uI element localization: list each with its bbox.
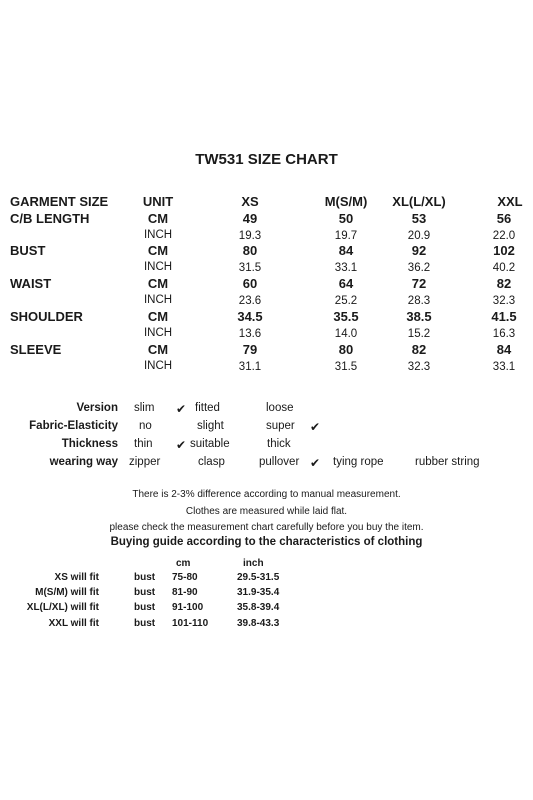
inch-value: 33.1: [334, 262, 358, 274]
cm-value: 80: [338, 342, 354, 357]
guide-size: XS will fit: [54, 572, 99, 583]
inch-value: 31.1: [238, 361, 262, 373]
cm-value: 64: [338, 276, 354, 291]
chart-title: TW531 SIZE CHART: [195, 151, 338, 168]
feature-option: loose: [266, 402, 294, 414]
inch-value: 14.0: [334, 328, 358, 340]
measurement-note: please check the measurement chart carefully before you buy the item.: [109, 522, 424, 533]
inch-value: 40.2: [492, 262, 516, 274]
feature-label: Version: [76, 402, 118, 414]
column-header: GARMENT SIZE: [10, 194, 109, 209]
cm-value: 80: [242, 243, 258, 258]
inch-value: 20.9: [407, 230, 431, 242]
check-icon: ✔: [176, 438, 187, 452]
inch-value: 31.5: [238, 262, 262, 274]
guide-cm: 91-100: [172, 602, 204, 613]
feature-option: rubber string: [415, 456, 480, 468]
inch-value: 36.2: [407, 262, 431, 274]
cm-value: 84: [496, 342, 512, 357]
column-header: XS: [241, 194, 259, 209]
cm-value: 34.5: [237, 309, 263, 324]
measurement-note: Clothes are measured while laid flat.: [185, 506, 348, 517]
cm-value: 92: [411, 243, 427, 258]
cm-value: 84: [338, 243, 354, 258]
guide-inch: 39.8-43.3: [237, 618, 280, 629]
guide-cm: 101-110: [172, 618, 209, 629]
guide-cm: 75-80: [172, 572, 198, 583]
feature-label: wearing way: [49, 456, 118, 468]
column-header: XL(L/XL): [392, 194, 446, 209]
row-label: BUST: [10, 243, 46, 258]
cm-value: 82: [496, 276, 512, 291]
inch-value: 32.3: [492, 295, 516, 307]
guide-size: XXL will fit: [48, 618, 99, 629]
inch-value: 25.2: [334, 295, 358, 307]
guide-part: bust: [134, 602, 156, 613]
feature-option: zipper: [129, 456, 161, 468]
row-label: SLEEVE: [10, 342, 62, 357]
cm-value: 79: [242, 342, 258, 357]
cm-value: 56: [496, 211, 512, 226]
feature-label: Thickness: [61, 438, 118, 450]
guide-title: Buying guide according to the characteristics of clothing: [110, 536, 423, 548]
feature-option: thick: [267, 438, 291, 450]
feature-option: thin: [134, 438, 153, 450]
guide-inch: 29.5-31.5: [237, 572, 280, 583]
column-header: XXL: [497, 194, 523, 209]
inch-value: 15.2: [407, 328, 431, 340]
inch-value: 13.6: [238, 328, 262, 340]
unit-inch: INCH: [143, 229, 173, 241]
feature-option: suitable: [190, 438, 230, 450]
inch-value: 23.6: [238, 295, 262, 307]
unit-inch: INCH: [143, 360, 173, 372]
guide-size: XL(L/XL) will fit: [26, 602, 99, 613]
guide-col-inch: inch: [243, 558, 264, 569]
inch-value: 22.0: [492, 230, 516, 242]
check-icon: ✔: [176, 402, 187, 416]
cm-value: 60: [242, 276, 258, 291]
feature-option: clasp: [198, 456, 225, 468]
inch-value: 31.5: [334, 361, 358, 373]
guide-cm: 81-90: [172, 587, 198, 598]
cm-value: 102: [493, 243, 515, 258]
guide-inch: 31.9-35.4: [237, 587, 280, 598]
check-icon: ✔: [310, 456, 321, 470]
guide-part: bust: [134, 587, 156, 598]
feature-option: pullover: [259, 456, 300, 468]
inch-value: 33.1: [492, 361, 516, 373]
feature-option: super: [266, 420, 295, 432]
guide-size: M(S/M) will fit: [35, 587, 99, 598]
guide-part: bust: [134, 618, 156, 629]
cm-value: 41.5: [491, 309, 517, 324]
unit-cm: CM: [147, 342, 169, 357]
row-label: SHOULDER: [10, 309, 83, 324]
cm-value: 53: [411, 211, 427, 226]
guide-part: bust: [134, 572, 156, 583]
cm-value: 82: [411, 342, 427, 357]
check-icon: ✔: [310, 420, 321, 434]
feature-label: Fabric-Elasticity: [29, 420, 118, 432]
cm-value: 38.5: [406, 309, 432, 324]
unit-inch: INCH: [143, 327, 173, 339]
unit-cm: CM: [147, 211, 169, 226]
unit-inch: INCH: [143, 294, 173, 306]
cm-value: 50: [338, 211, 354, 226]
inch-value: 16.3: [492, 328, 516, 340]
feature-option: slim: [134, 402, 155, 414]
guide-col-cm: cm: [176, 558, 191, 569]
feature-option: no: [139, 420, 152, 432]
unit-inch: INCH: [143, 261, 173, 273]
guide-inch: 35.8-39.4: [237, 602, 280, 613]
column-header: UNIT: [142, 194, 174, 209]
cm-value: 72: [411, 276, 427, 291]
measurement-note: There is 2-3% difference according to manual measurement.: [132, 489, 401, 500]
unit-cm: CM: [147, 276, 169, 291]
unit-cm: CM: [147, 309, 169, 324]
row-label: WAIST: [10, 276, 52, 291]
row-label: C/B LENGTH: [10, 211, 90, 226]
feature-option: tying rope: [333, 456, 384, 468]
feature-option: slight: [197, 420, 224, 432]
feature-option: fitted: [195, 402, 220, 414]
inch-value: 19.7: [334, 230, 358, 242]
cm-value: 35.5: [333, 309, 359, 324]
column-header: M(S/M): [324, 194, 368, 209]
inch-value: 28.3: [407, 295, 431, 307]
inch-value: 32.3: [407, 361, 431, 373]
cm-value: 49: [242, 211, 258, 226]
inch-value: 19.3: [238, 230, 262, 242]
unit-cm: CM: [147, 243, 169, 258]
